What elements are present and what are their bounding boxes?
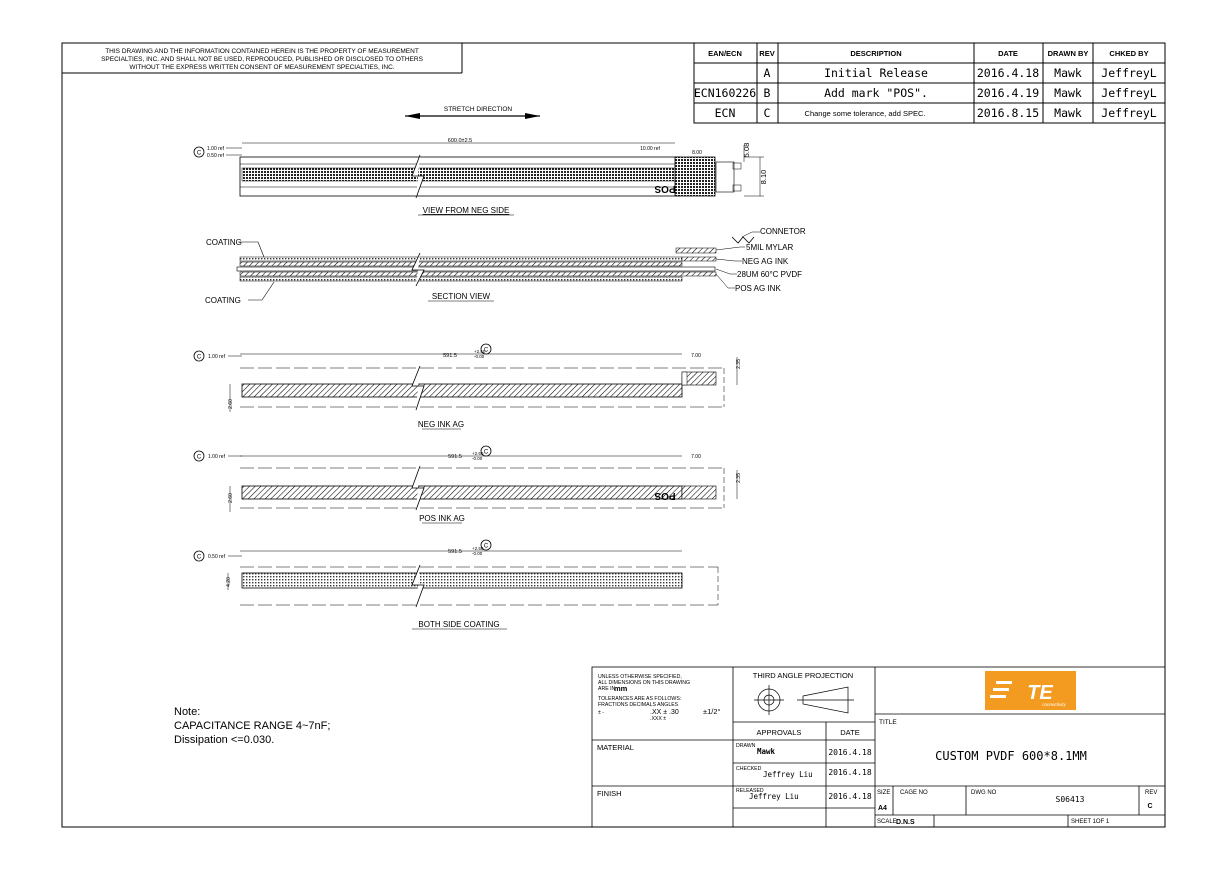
drawn-label: DRAWN [736,743,756,749]
dwg-label: DWG NO [971,790,997,796]
view-coating [194,540,718,629]
tol-angle: ±1/2° [703,707,721,716]
drawn-name: Mawk [757,747,776,756]
released-name: Jeffrey Liu [749,792,799,801]
neg-ink-tol-minus: -0.00 [474,354,485,359]
critical-symbol-letter: C [196,354,202,361]
stretch-direction [405,106,540,119]
rev-c-drawn: Mawk [1054,106,1082,120]
rev-c-date: 2016.8.15 [976,106,1040,120]
notice-line-2: SPECIALTIES, INC. AND SHALL NOT BE USED, REPRODUCED, PUBLISHED OR DISCLOSED TO OTHERS [101,56,423,63]
rev-header-desc: DESCRIPTION [850,49,902,58]
rev-label: REV [1145,790,1158,796]
rev-value: C [1147,803,1153,810]
notice-line-3: WITHOUT THE EXPRESS WRITTEN CONSENT OF MEASUREMENT SPECIALTIES, INC. [129,64,395,71]
approvals-header: APPROVALS [756,728,802,737]
drawn-date: 2016.4.18 [828,748,872,757]
checked-label: CHECKED [736,766,762,772]
rev-c-checked: JeffreyL [1101,106,1157,120]
neg-ink-length: 591.5 [443,353,457,359]
view-neg-ink [194,344,742,429]
pos-ink-tol-minus: -0.00 [472,456,483,461]
note-block [174,706,330,746]
coating-tol-minus: -0.00 [472,551,483,556]
coating-ref: 0.50 ref [208,554,225,560]
neg-ref-bottom: 0.50 ref [207,153,224,159]
pos-ink-mark: POS [654,490,676,501]
cage-label: CAGE NO [900,790,928,796]
tol-fraction: ± - [598,710,605,716]
neg-dim-8: 8.00 [692,150,702,156]
checked-date: 2016.4.18 [828,768,872,777]
rev-a-date: 2016.4.18 [976,66,1040,80]
pos-ink-ref: 1.00 ref [208,454,225,460]
neg-ink-dim-7: 7.00 [691,353,701,359]
drawing-title: CUSTOM PVDF 600*8.1MM [935,749,1087,763]
pos-ink-title: POS INK AG [419,514,465,523]
released-label: RELEASED [736,788,764,794]
coating-length: 591.5 [448,549,462,555]
rev-b-rev: B [763,86,771,100]
tol-decimal-xxx: .XXX ± [650,716,667,722]
third-angle-projection-icon [754,685,854,715]
section-coating-bottom: COATING [205,296,241,305]
neg-ink-dim-260: 2.60 [228,399,234,409]
rev-a-rev: A [763,66,771,80]
coating-tol-plus: +2.50 [472,546,484,551]
pos-ink-dim-260: 2.60 [228,493,234,503]
tol-units: mm [614,684,628,693]
neg-ink-title: NEG INK AG [417,420,465,429]
size-value: A4 [878,805,887,812]
view-pos-ink [194,446,742,523]
pos-ink-dim-7: 7.00 [691,454,701,460]
view-neg-side-title: VIEW FROM NEG SIDE [422,206,510,215]
scale-label: SCALE [877,819,897,825]
critical-symbol-letter: C [196,454,202,461]
pos-ink-tol-plus: +2.50 [472,451,484,456]
rev-c-ean: ECN [714,106,736,120]
stretch-direction-label: STRETCH DIRECTION [443,106,513,113]
neg-dim-810: 8.10 [759,169,768,185]
pos-ink-dim-235: 2.35 [736,473,742,483]
coating-dim-420: 4.20 [226,577,232,587]
approvals-date-header: DATE [840,728,860,737]
note-line-2: Dissipation <=0.030. [174,734,275,746]
rev-b-desc: Add mark "POS". [824,86,928,100]
material-label: MATERIAL [597,743,634,752]
tol-decimal-xx: .XX ± .30 [650,709,679,716]
tol-heading: TOLERANCES ARE AS FOLLOWS: [598,696,682,702]
section-label-connector: CONNETOR [760,227,806,236]
neg-length-dim: 600.0±2.5 [447,138,473,144]
neg-pos-mark: POS [654,183,676,194]
te-connectivity-logo [985,671,1076,710]
dwg-number: S06413 [1055,795,1085,804]
critical-symbol-letter: C [483,543,489,550]
logo-text: TE [1027,682,1053,704]
finish-label: FINISH [597,789,622,798]
section-label-pos-ink: POS AG INK [735,284,781,293]
rev-header-drawn: DRAWN BY [1047,49,1089,58]
neg-ink-tol-plus: +2.50 [474,349,486,354]
section-coating-top: COATING [206,238,242,247]
neg-ink-ref: 1.00 ref [208,354,225,360]
neg-dim-508: 5.08 [742,142,751,158]
rev-b-ean: ECN160226 [693,86,757,100]
title-label: TITLE [879,719,897,726]
critical-symbol-letter: C [196,150,202,157]
pos-ink-length: 591.5 [448,454,462,460]
section-view [205,227,806,305]
rev-c-rev: C [763,106,771,120]
coating-title: BOTH SIDE COATING [418,620,500,629]
note-heading: Note: [174,706,201,718]
note-line-1: CAPACITANCE RANGE 4~7nF; [174,720,331,732]
neg-ink-dim-235: 2.35 [736,359,742,369]
rev-b-checked: JeffreyL [1101,86,1157,100]
section-label-mylar: 5MIL MYLAR [746,243,794,252]
scale-value: D.N.S [896,819,915,826]
rev-b-drawn: Mawk [1054,86,1082,100]
neg-ref-top: 1.00 ref [207,146,224,152]
section-label-pvdf: 28UM 60°C PVDF [737,270,802,279]
tol-line-2: ALL DIMENSIONS ON THIS DRAWING [598,680,691,686]
released-date: 2016.4.18 [828,792,872,801]
rev-a-desc: Initial Release [824,66,928,80]
tol-line-1: UNLESS OTHERWISE SPECIFIED, [598,674,682,680]
critical-symbol-letter: C [483,347,489,354]
size-label: SIZE [877,790,891,796]
property-notice [101,48,423,71]
projection-label: THIRD ANGLE PROJECTION [752,671,854,680]
rev-header-date: DATE [998,49,1018,58]
view-neg-side [194,138,768,215]
critical-symbol-letter: C [196,554,202,561]
rev-header-ean: EAN/ECN [708,49,742,58]
tol-line-3: ARE IN [598,686,616,692]
rev-header-rev: REV [759,49,775,58]
checked-name: Jeffrey Liu [763,770,813,779]
rev-b-date: 2016.4.19 [976,86,1040,100]
notice-line-1: THIS DRAWING AND THE INFORMATION CONTAINED HEREIN IS THE PROPERTY OF MEASUREMENT [105,48,419,55]
section-label-neg-ink: NEG AG INK [742,257,789,266]
logo-sub: connectivity [1042,702,1066,707]
rev-a-drawn: Mawk [1054,66,1082,80]
section-view-title: SECTION VIEW [431,292,491,301]
sheet-label: SHEET 1OF 1 [1071,819,1110,825]
rev-a-checked: JeffreyL [1101,66,1157,80]
neg-dim-10: 10.00 ref [640,146,660,152]
rev-c-desc: Change some tolerance, add SPEC. [804,109,926,118]
tol-columns: FRACTIONS DECIMALS ANGLES [598,702,679,708]
critical-symbol-letter: C [483,449,489,456]
rev-header-checked: CHKED BY [1109,49,1149,58]
